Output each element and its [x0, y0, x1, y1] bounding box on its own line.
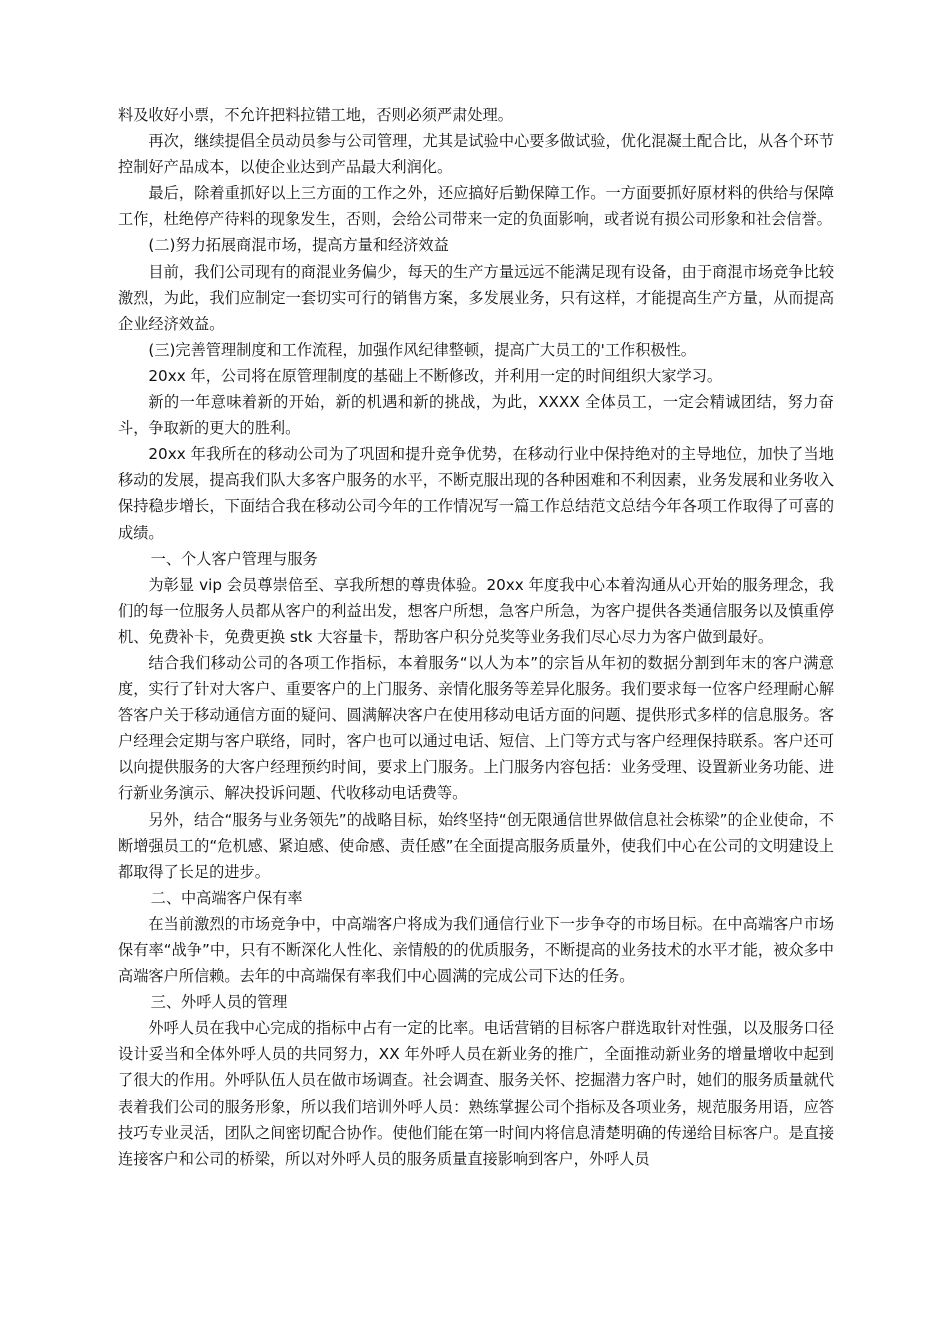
section-heading: (三)完善管理制度和工作流程，加强作风纪律整顿，提高广大员工的'工作积极性。	[148, 340, 696, 359]
section-heading: 三、外呼人员的管理	[150, 993, 288, 1012]
paragraph: 结合我们移动公司的各项工作指标，本着服务“以人为本”的宗旨从年初的数据分割到年末的客户满意度，实行了针对大客户、重要客户的上门服务、亲情化服务等差异化服务。我们要求每一位客户经理耐心解答客户关于移动通信方面的疑问、圆满解决客户在使用移动电话方面的问题、提供形式多样的信息服务。客户经理会定期与客户联络，同时，客户也可以通过电话、短信、上门等方式与客户经理保持联系。客户还可以向提供服务的大客户经理预约时间，要求上门服务。上门服务内容包括：业务受理、设置新业务功能、进行新业务演示、解决投诉问题、代收移动电话费等。	[118, 653, 834, 803]
paragraph: 新的一年意味着新的开始，新的机遇和新的挑战，为此，XXXX 全体员工，一定会精诚团结，努力奋斗，争取新的更大的胜利。	[118, 393, 834, 438]
paragraph: 目前，我们公司现有的商混业务偏少，每天的生产方量远远不能满足现有设备，由于商混市场竞争比较激烈，为此，我们应制定一套切实可行的销售方案，多发展业务，只有这样，才能提高生产方量，从而提高企业经济效益。	[118, 262, 834, 333]
section-heading: 一、个人客户管理与服务	[150, 549, 318, 568]
paragraph: 在当前激烈的市场竞争中，中高端客户将成为我们通信行业下一步争夺的市场目标。在中高端客户市场保有率“战争”中，只有不断深化人性化、亲情般的的优质服务，不断提高的业务技术的水平才能，被众多中高端客户所信赖。去年的中高端保有率我们中心圆满的完成公司下达的任务。	[118, 914, 834, 986]
section-heading: 二、中高端客户保有率	[150, 888, 303, 907]
paragraph: 20xx 年我所在的移动公司为了巩固和提升竞争优势，在移动行业中保持绝对的主导地位，加快了当地移动的发展，提高我们队大多客户服务的水平，不断克服出现的各种困难和不利因素，业务发展和业务收入保持稳步增长，下面结合我在移动公司今年的工作情况写一篇工作总结范文总结今年各项工作取得了可喜的成绩。	[118, 445, 834, 542]
paragraph: 另外，结合“服务与业务领先”的战略目标，始终坚持“创无限通信世界做信息社会栋梁”的企业使命，不断增强员工的“危机感、紧迫感、使命感、责任感”在全面提高服务质量外，使我们中心在公司的文明建设上都取得了长足的进步。	[118, 810, 834, 881]
paragraph: 再次，继续提倡全员动员参与公司管理，尤其是试验中心要多做试验，优化混凝土配合比，从各个环节控制好产品成本，以使企业达到产品最大利润化。	[118, 132, 834, 177]
paragraph: 20xx 年，公司将在原管理制度的基础上不断修改，并利用一定的时间组织大家学习。	[148, 366, 723, 385]
paragraph: 为彰显 vip 会员尊崇倍至、享我所想的尊贵体验。20xx 年度我中心本着沟通从心开始的服务理念，我们的每一位服务人员都从客户的利益出发，想客户所想，急客户所急，为客户提供各类通信服务以及慎重停机、免费补卡，免费更换 stk 大容量卡，帮助客户积分兑奖等业务我们尽心尽力为客户做到最好。	[118, 575, 834, 646]
paragraph: 最后，除着重抓好以上三方面的工作之外，还应搞好后勤保障工作。一方面要抓好原材料的供给与保障工作，杜绝停产待料的现象发生，否则，会给公司带来一定的负面影响，或者说有损公司形象和社会信誉。	[118, 184, 834, 229]
section-heading: (二)努力拓展商混市场，提高方量和经济效益	[148, 236, 449, 255]
paragraph: 料及收好小票，不允许把料拉错工地，否则必须严肃处理。	[118, 106, 513, 124]
document-body	[118, 102, 834, 1172]
paragraph: 外呼人员在我中心完成的指标中占有一定的比率。电话营销的目标客户群选取针对性强，以及服务口径设计妥当和全体外呼人员的共同努力，XX 年外呼人员在新业务的推广，全面推动新业务的增量增收中起到了很大的作用。外呼队伍人员在做市场调查。社会调查、服务关怀、挖掘潜力客户时，她们的服务质量就代表着我们公司的服务形象，所以我们培训外呼人员：熟练掌握公司个指标及各项业务，规范服务用语，应答技巧专业灵活，团队之间密切配合协作。使他们能在第一时间内将信息清楚明确的传递给目标客户。是直接连接客户和公司的桥梁，所以对外呼人员的服务质量直接影响到客户，外呼人员	[118, 1019, 834, 1168]
